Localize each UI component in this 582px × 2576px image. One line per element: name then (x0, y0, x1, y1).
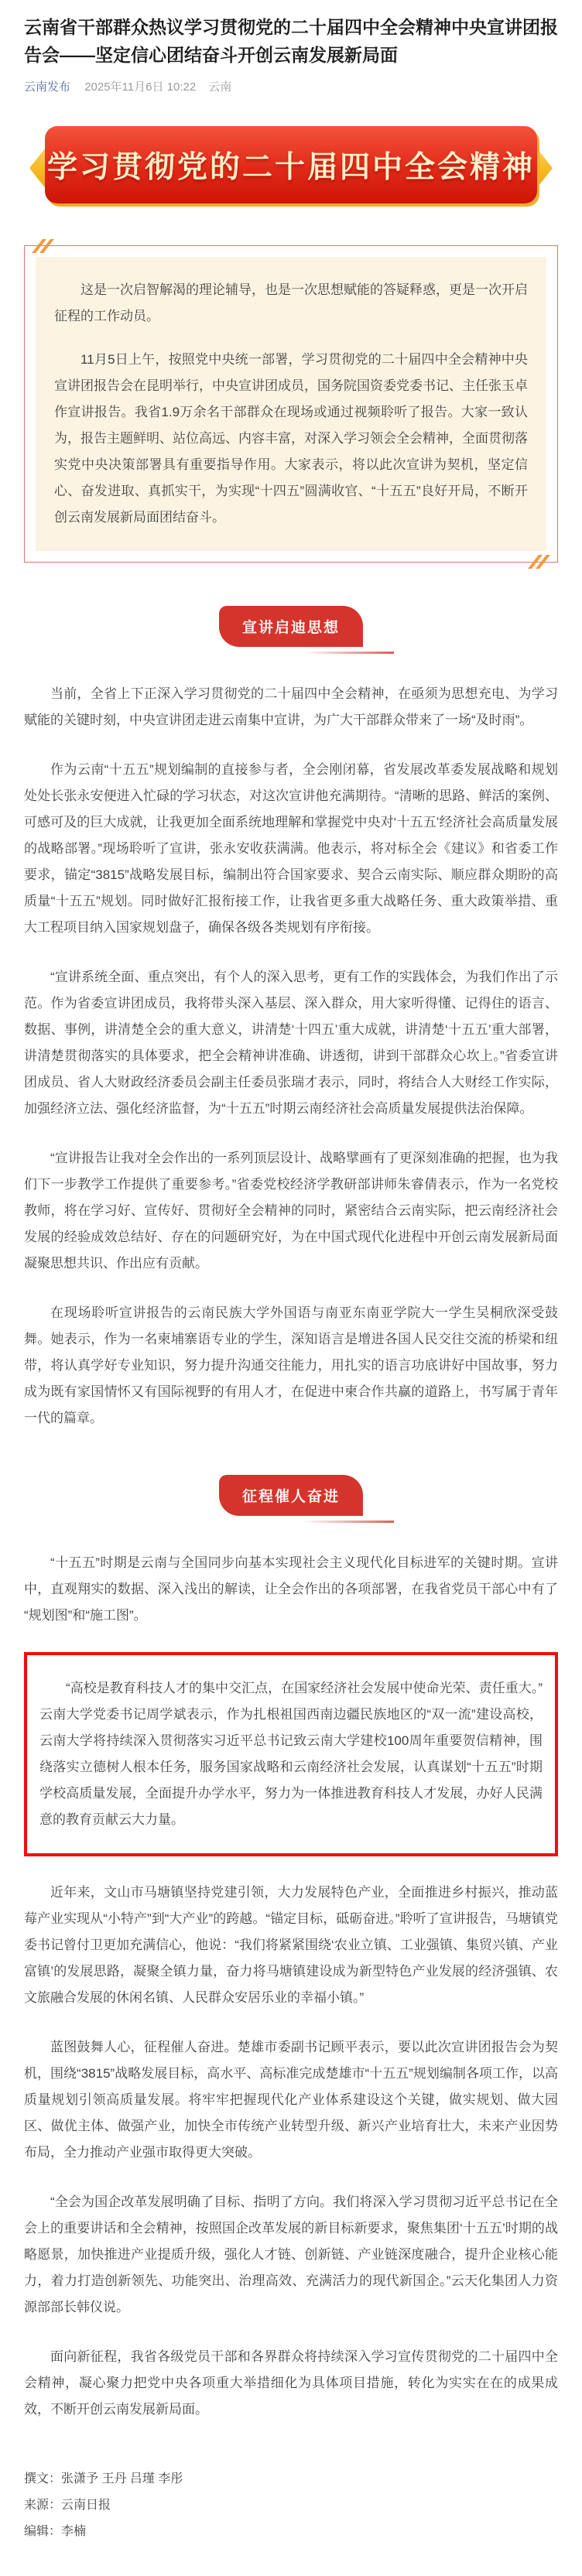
lead-quote-box (24, 245, 558, 563)
lead-paragraph: 11月5日上午，按照党中央统一部署，学习贯彻党的二十届四中全会精神中央宣讲团报告会在昆明举行，中央宣讲团成员，国务院国资委党委书记、主任张玉卓作宣讲报告。我省1.9万余名干部群众在现场或通过视频聆听了报告。大家一致认为，报告主题鲜明、站位高远、内容丰富，对深入学习领会全会精神，全面贯彻落实党中央决策部署具有重要指导作用。大家表示，将以此次宣讲为契机，坚定信心、奋发进取、真抓实干，为实现“十四五”圆满收官、“十五五”良好开局，不断开创云南发展新局面团结奋斗。 (54, 352, 528, 525)
article-paragraph-highlighted: “高校是教育科技人才的集中交汇点，在国家经济社会发展中使命光荣、责任重大。”云南大学党委书记周学斌表示，作为扎根祖国西南边疆民族地区的“双一流”建设高校，云南大学将持续深入贯彻落实习近平总书记致云南大学建校100周年重要贺信精神，围绕落实立德树人根本任务，服务国家战略和云南经济社会发展，认真谋划“十五五”时期学校高质量发展，全面提升办学水平，努力为一体推进教育科技人才发展，办好人民满意的教育贡献云大力量。 (39, 1681, 543, 1828)
quote-slash-icon (528, 555, 543, 569)
quote-slash-icon (32, 239, 46, 253)
banner-ribbon (45, 126, 537, 204)
credit-source: 来源：云南日报 (24, 2499, 111, 2513)
publish-location: 云南 (208, 80, 232, 94)
section-badge-zhengcheng (219, 1475, 363, 1516)
article-paragraph: 当前，全省上下正深入学习贯彻党的二十届四中全会精神，在亟须为思想充电、为学习赋能的关键时刻，中央宣讲团走进云南集中宣讲，为广大干部群众带来了一场“及时雨”。 (24, 686, 558, 728)
source-account-link[interactable]: 云南发布 (24, 80, 71, 94)
article-paragraph: “十五五”时期是云南与全国同步向基本实现社会主义现代化目标进军的关键时期。宣讲中，直观翔实的数据、深入浅出的解读，让全会作出的各项部署，在我省党员干部心中有了“规划图”和“施工图”。 (24, 1555, 558, 1623)
credit-authors: 撰文：张潇予 王丹 吕瑾 李彤 (24, 2472, 183, 2486)
section-badge-wrap (24, 606, 558, 647)
section-badge-label: 征程催人奋进 (241, 1489, 340, 1506)
banner-text: 学习贯彻党的二十届四中全会精神 (46, 151, 535, 185)
section-badge-label: 宣讲启迪思想 (241, 620, 340, 637)
lead-quote-panel (36, 257, 546, 551)
badge-underline (303, 652, 394, 654)
theme-banner (29, 126, 553, 210)
section-badge-xuanjiang (219, 606, 363, 647)
article-paragraph: “宣讲系统全面、重点突出，有个人的深入思考，更有工作的实践体会，为我们作出了示范。作为省委宣讲团成员，我将带头深入基层、深入群众，用大家听得懂、记得住的语言、数据、事例，讲清楚全会的重大意义，讲清楚‘十四五’重大成就，讲清楚‘十五五’重大部署，讲清楚贯彻落实的具体要求，把全会精神讲准确、讲透彻，讲到干部群众心坎上。”省委宣讲团成员、省人大财政经济委员会副主任委员张瑞才表示，同时，将结合人大财经工作实际，加强经济立法、强化经济监督，为“十五五”时期云南经济社会高质量发展提供法治保障。 (24, 970, 558, 1117)
credit-editor: 编辑：李楠 (24, 2525, 87, 2539)
article-paragraph: 在现场聆听宣讲报告的云南民族大学外国语与南亚东南亚学院大一学生吴桐欣深受鼓舞。她表示，作为一名柬埔寨语专业的学生，深知语言是增进各国人民交往交流的桥梁和纽带，将认真学好专业知识，努力提升沟通交往能力，用扎实的语言功底讲好中国故事，努力成为既有家国情怀又有国际视野的有用人才，在促进中柬合作共赢的道路上，书写属于青年一代的篇章。 (24, 1305, 558, 1426)
publish-datetime: 2025年11月6日 10:22 (84, 80, 197, 94)
badge-underline (303, 1521, 394, 1523)
article-paragraph: “全会为国企改革发展明确了目标、指明了方向。我们将深入学习贯彻习近平总书记在全会上的重要讲话和全会精神，按照国企改革发展的新目标新要求，聚焦集团‘十五五’时期的战略愿景，加快推进产业提质升级，强化人才链、创新链、产业链深度融合，提升企业核心能力，着力打造创新领先、功能突出、治理高效、充满活力的现代新国企。”云天化集团人力资源部部长韩仪说。 (24, 2195, 558, 2315)
article-paragraph: “宣讲报告让我对全会作出的一系列顶层设计、战略擘画有了更深刻准确的把握，也为我们下一步教学工作提供了重要参考。”省委党校经济学教研部讲师朱睿倩表示，作为一名党校教师，将在学习好、宣传好、贯彻好全会精神的同时，紧密结合云南实际，把云南经济社会发展的经验成效总结好、存在的问题研究好，为在中国式现代化进程中开创云南发展新局面凝聚思想共识、作出应有贡献。 (24, 1151, 558, 1271)
article-paragraph: 面向新征程，我省各级党员干部和各界群众将持续深入学习宣传贯彻党的二十届四中全会精神，凝心聚力把党中央各项重大举措细化为具体项目措施，转化为实实在在的成果成效，不断开创云南发展新局面。 (24, 2349, 558, 2417)
article-paragraph: 蓝图鼓舞人心，征程催人奋进。楚雄市委副书记顾平表示，要以此次宣讲团报告会为契机，围绕“3815”战略发展目标，高水平、高标准完成楚雄市“十五五”规划编制各项工作，以高质量规划引领高质量发展。将牢牢把握现代化产业体系建设这个关键，做实规划、做大园区、做优主体、做强产业，加快全市传统产业转型升级、新兴产业培育壮大，未来产业因势布局，全力推动产业强市取得更大突破。 (24, 2040, 558, 2160)
byline (24, 80, 558, 95)
lead-paragraph: 这是一次启智解渴的理论辅导，也是一次思想赋能的答疑释惑，更是一次开启征程的工作动员。 (54, 282, 528, 324)
article-paragraph: 作为云南“十五五”规划编制的直接参与者，全会刚闭幕，省发展改革委发展战略和规划处处长张永安便进入忙碌的学习状态，对这次宣讲他充满期待。“清晰的思路、鲜活的案例、可感可及的巨大成就，让我更加全面系统地理解和掌握党中央对‘十五五’经济社会高质量发展的战略部署。”现场聆听了宣讲，张永安收获满满。他表示，将对标全会《建议》和省委工作要求，锚定“3815”战略发展目标，编制出符合国家要求、契合云南实际、顺应群众期盼的高质量“十五五”规划。同时做好汇报衔接工作，让我省更多重大战略任务、重大政策举措、重大工程项目纳入国家规划盘子，确保各级各类规划有序衔接。 (24, 762, 558, 936)
highlighted-paragraph-box (24, 1652, 558, 1856)
section-badge-wrap (24, 1475, 558, 1516)
article-paragraph: 近年来，文山市马塘镇坚持党建引领，大力发展特色产业，全面推进乡村振兴，推动蓝莓产业实现从“小特产”到“大产业”的跨越。“锚定目标，砥砺奋进。”聆听了宣讲报告，马塘镇党委书记曾付卫更加充满信心，他说：“我们将紧紧围绕‘农业立镇、工业强镇、集贸兴镇、产业富镇’的发展思路，凝聚全镇力量，奋力将马塘镇建设成为新型特色产业发展的经济强镇、农文旅融合发展的休闲名镇、人民群众安居乐业的幸福小镇。” (24, 1885, 558, 2006)
page-title: 云南省干部群众热议学习贯彻党的二十届四中全会精神中央宣讲团报告会——坚定信心团结奋斗开创云南发展新局面 (24, 17, 558, 65)
article-credits (24, 2466, 558, 2545)
